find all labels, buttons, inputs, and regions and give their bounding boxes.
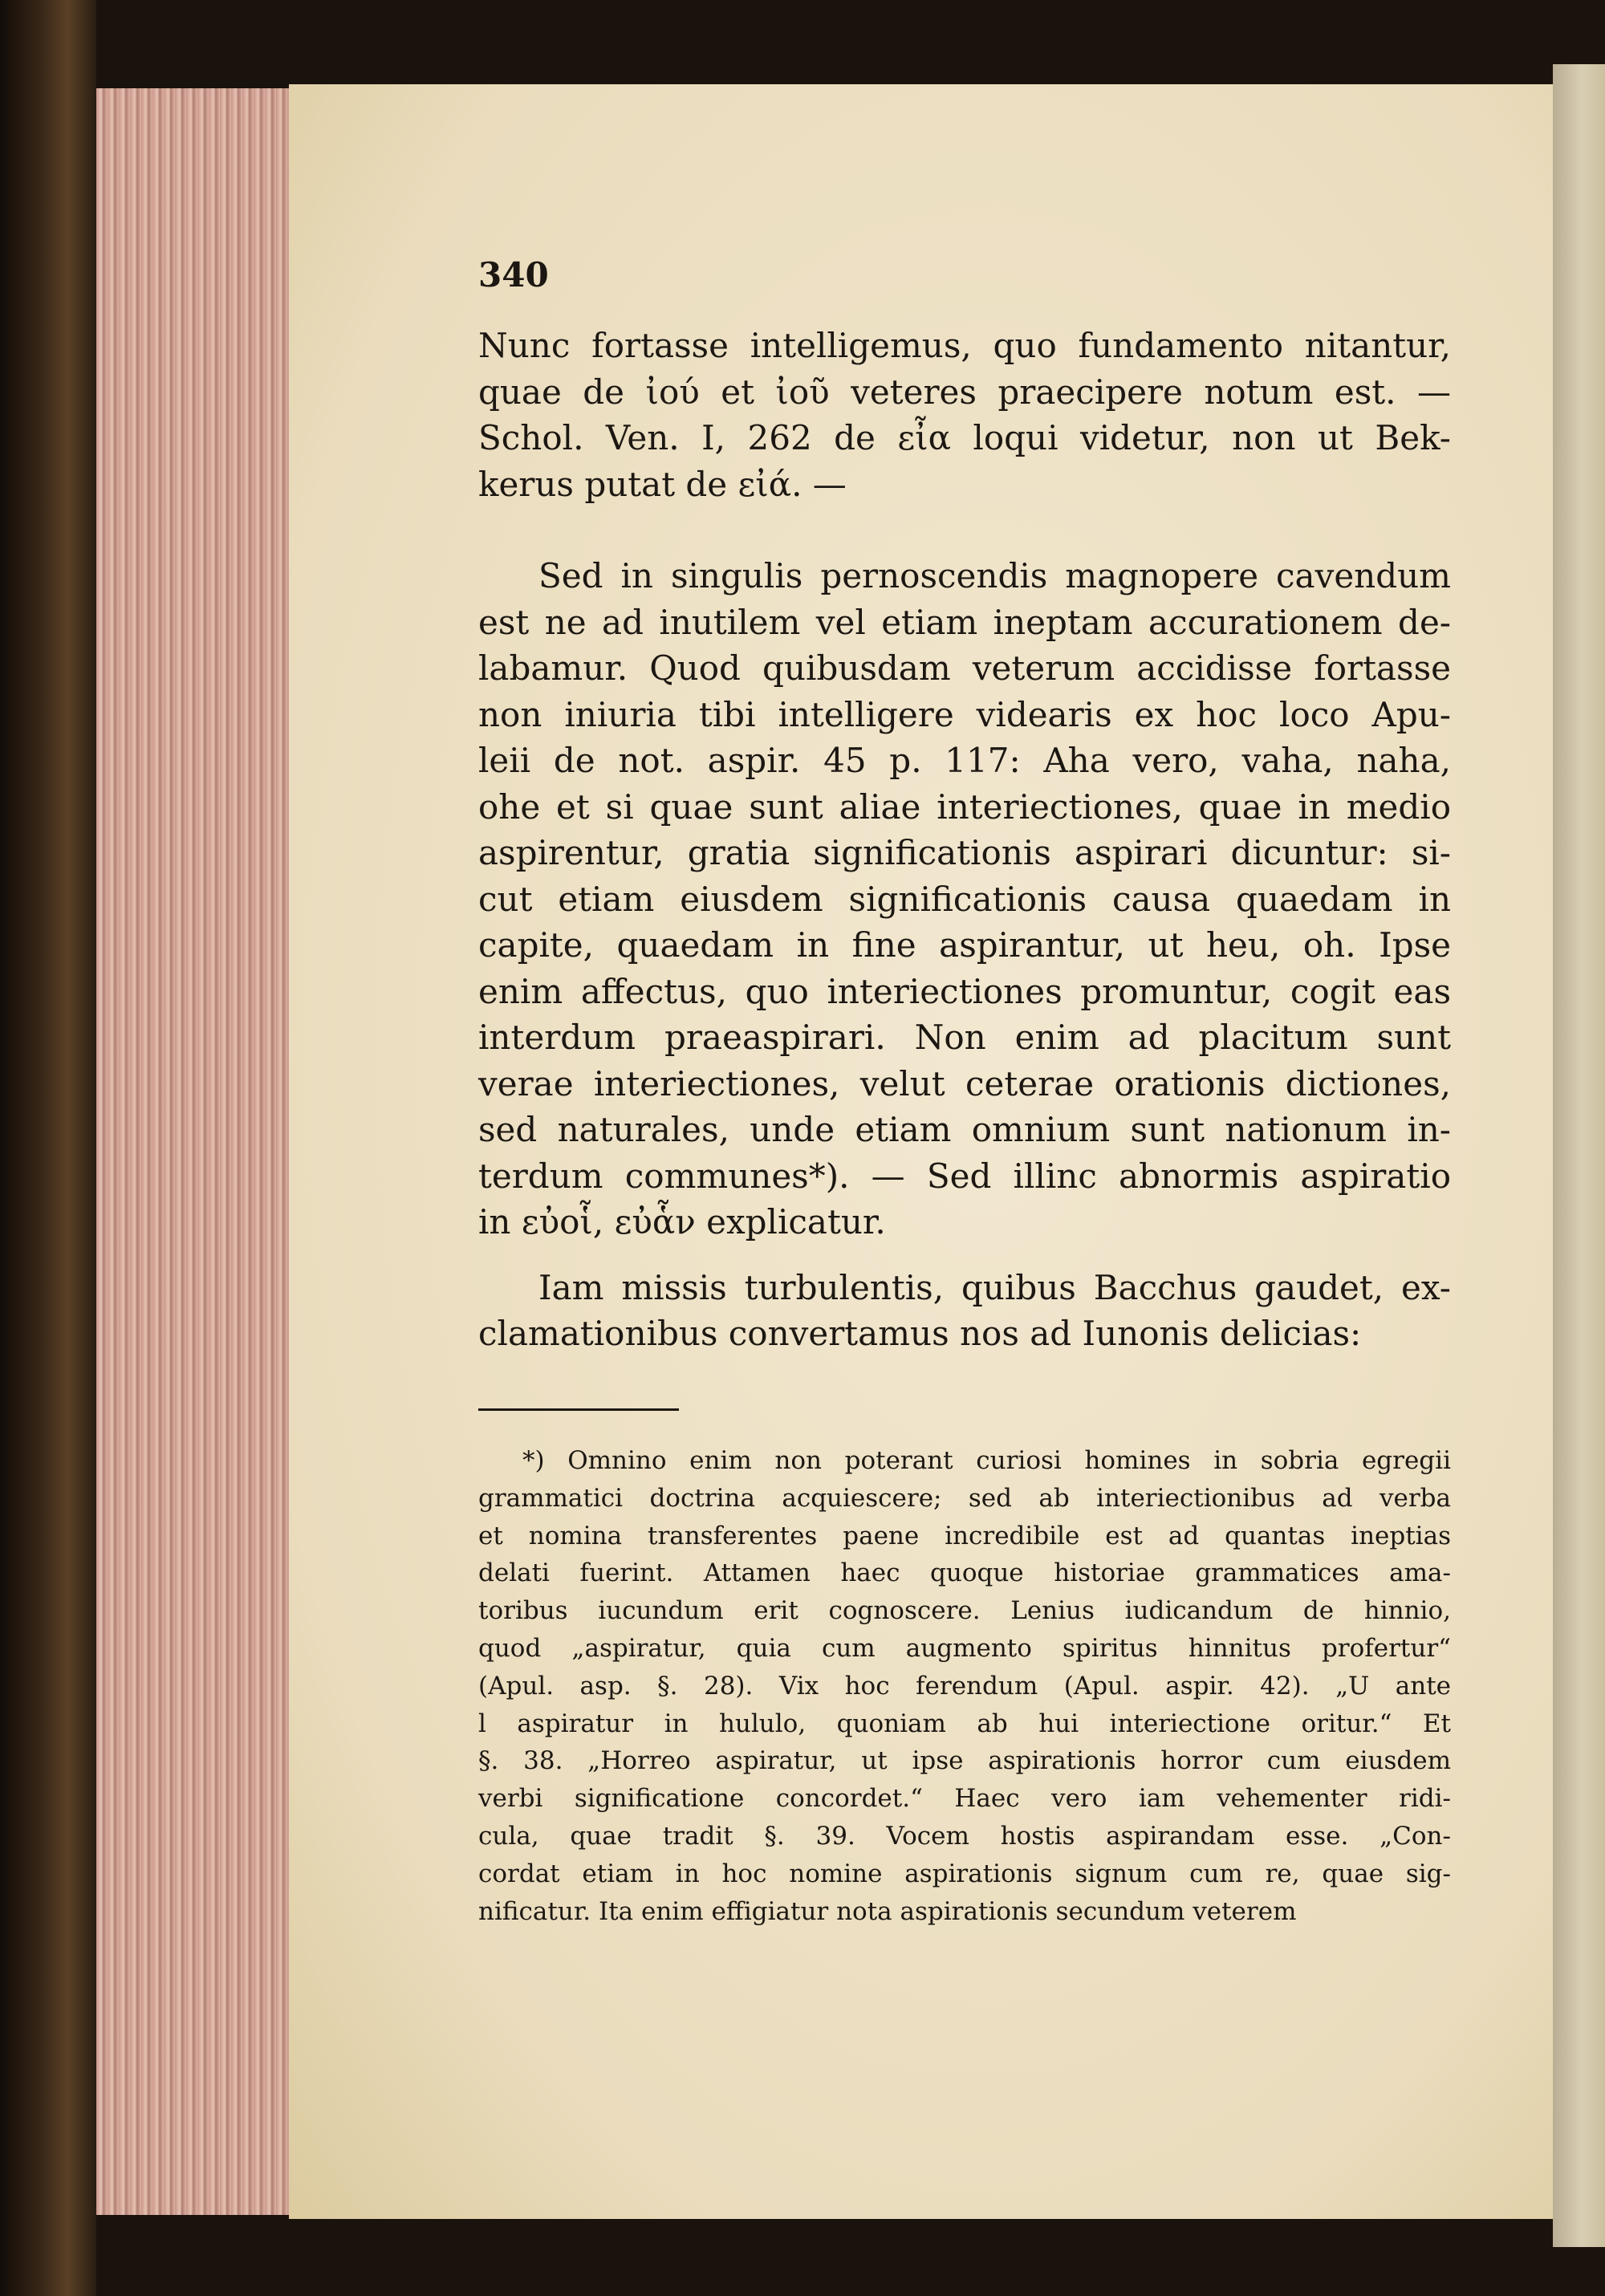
paragraph-1 — [478, 323, 1451, 507]
footnote-line: §. 38. „Horreo aspiratur, ut ipse aspirationis horror cum eiusdem — [478, 1746, 1451, 1776]
footnote-line: l aspiratur in hululo, quoniam ab hui interiectione oritur.“ Et — [478, 1709, 1451, 1738]
footnote-line: verbi significatione concordet.“ Haec vero iam vehementer ridi- — [478, 1784, 1451, 1814]
page-number: 340 — [478, 255, 549, 295]
text-line: cut etiam eiusdem significationis causa quaedam in — [478, 879, 1451, 919]
footnote-line: et nomina transferentes paene incredibile est ad quantas ineptias — [478, 1521, 1451, 1550]
text-line: Nunc fortasse intelligemus, quo fundamento nitantur, — [478, 326, 1451, 365]
footnote-line: grammatici doctrina acquiescere; sed ab interiectionibus ad verba — [478, 1483, 1451, 1513]
text-line: non iniuria tibi intelligere videaris ex hoc loco Apu- — [478, 694, 1451, 734]
footnote-line: cordat etiam in hoc nomine aspirationis signum cum re, quae sig- — [478, 1859, 1451, 1888]
paragraph-spacer — [478, 1246, 1451, 1265]
footnote-line: toribus iucundum erit cognoscere. Lenius iudicandum de hinnio, — [478, 1596, 1451, 1626]
text-line: enim affectus, quo interiectiones promuntur, cogit eas — [478, 971, 1451, 1011]
footnote-line: quod „aspiratur, quia cum augmento spiritus hinnitus profertur“ — [478, 1633, 1451, 1663]
text-line: capite, quaedam in fine aspirantur, ut heu, oh. Ipse — [478, 925, 1451, 965]
text-line: quae de ἰού et ἰοῦ veteres praecipere notum est. — — [478, 372, 1451, 412]
text-line: interdum praeaspirari. Non enim ad placitum sunt — [478, 1018, 1451, 1057]
text-line: sed naturales, unde etiam omnium sunt nationum in- — [478, 1110, 1451, 1149]
facing-page-edge — [1553, 64, 1605, 2247]
text-line: in εὐοἷ, εὐἇν explicatur. — [478, 1202, 886, 1241]
text-line: leii de not. aspir. 45 p. 117: Aha vero, vaha, naha, — [478, 741, 1451, 780]
text-line: labamur. Quod quibusdam veterum accidisse fortasse — [478, 648, 1451, 688]
footnote-line: nificatur. Ita enim effigiatur nota aspirationis secundum veterem — [478, 1896, 1297, 1926]
book-spine — [0, 0, 96, 2296]
footnote-line: cula, quae tradit §. 39. Vocem hostis aspirandam esse. „Con- — [478, 1821, 1451, 1851]
footnote-line: delati fuerint. Attamen haec quoque historiae grammatices ama- — [478, 1558, 1451, 1588]
text-line: terdum communes*). — Sed illinc abnormis aspiratio — [478, 1156, 1451, 1196]
paragraph-2 — [478, 553, 1451, 1246]
text-line: ohe et si quae sunt aliae interiectiones, quae in medio — [478, 786, 1451, 827]
text-line: clamationibus convertamus nos ad Iunonis delicias: — [478, 1314, 1362, 1353]
paragraph-3 — [478, 1265, 1451, 1357]
footnote-line: *) Omnino enim non poterant curiosi homines in sobria egregii — [522, 1446, 1451, 1475]
footnote — [478, 1442, 1451, 1930]
text-line: Sed in singulis pernoscendis magnopere cavendum — [538, 556, 1451, 595]
footnote-line: (Apul. asp. §. 28). Vix hoc ferendum (Apul. aspir. 42). „U ante — [478, 1671, 1451, 1701]
paragraph-spacer — [478, 507, 1451, 553]
page-edges — [96, 88, 291, 2215]
text-line: verae interiectiones, velut ceterae orationis dictiones, — [478, 1063, 1451, 1103]
text-line: est ne ad inutilem vel etiam ineptam accurationem de- — [478, 602, 1451, 642]
text-line: aspirentur, gratia significationis aspirari dicuntur: si- — [478, 833, 1451, 872]
text-line: Iam missis turbulentis, quibus Bacchus gaudet, ex- — [538, 1267, 1451, 1307]
footnote-rule — [478, 1408, 679, 1411]
text-line: Schol. Ven. I, 262 de εἶα loqui videtur, non ut Bek- — [478, 418, 1451, 457]
main-text — [478, 323, 1451, 1357]
text-line: kerus putat de εἰά. — — [478, 464, 847, 504]
